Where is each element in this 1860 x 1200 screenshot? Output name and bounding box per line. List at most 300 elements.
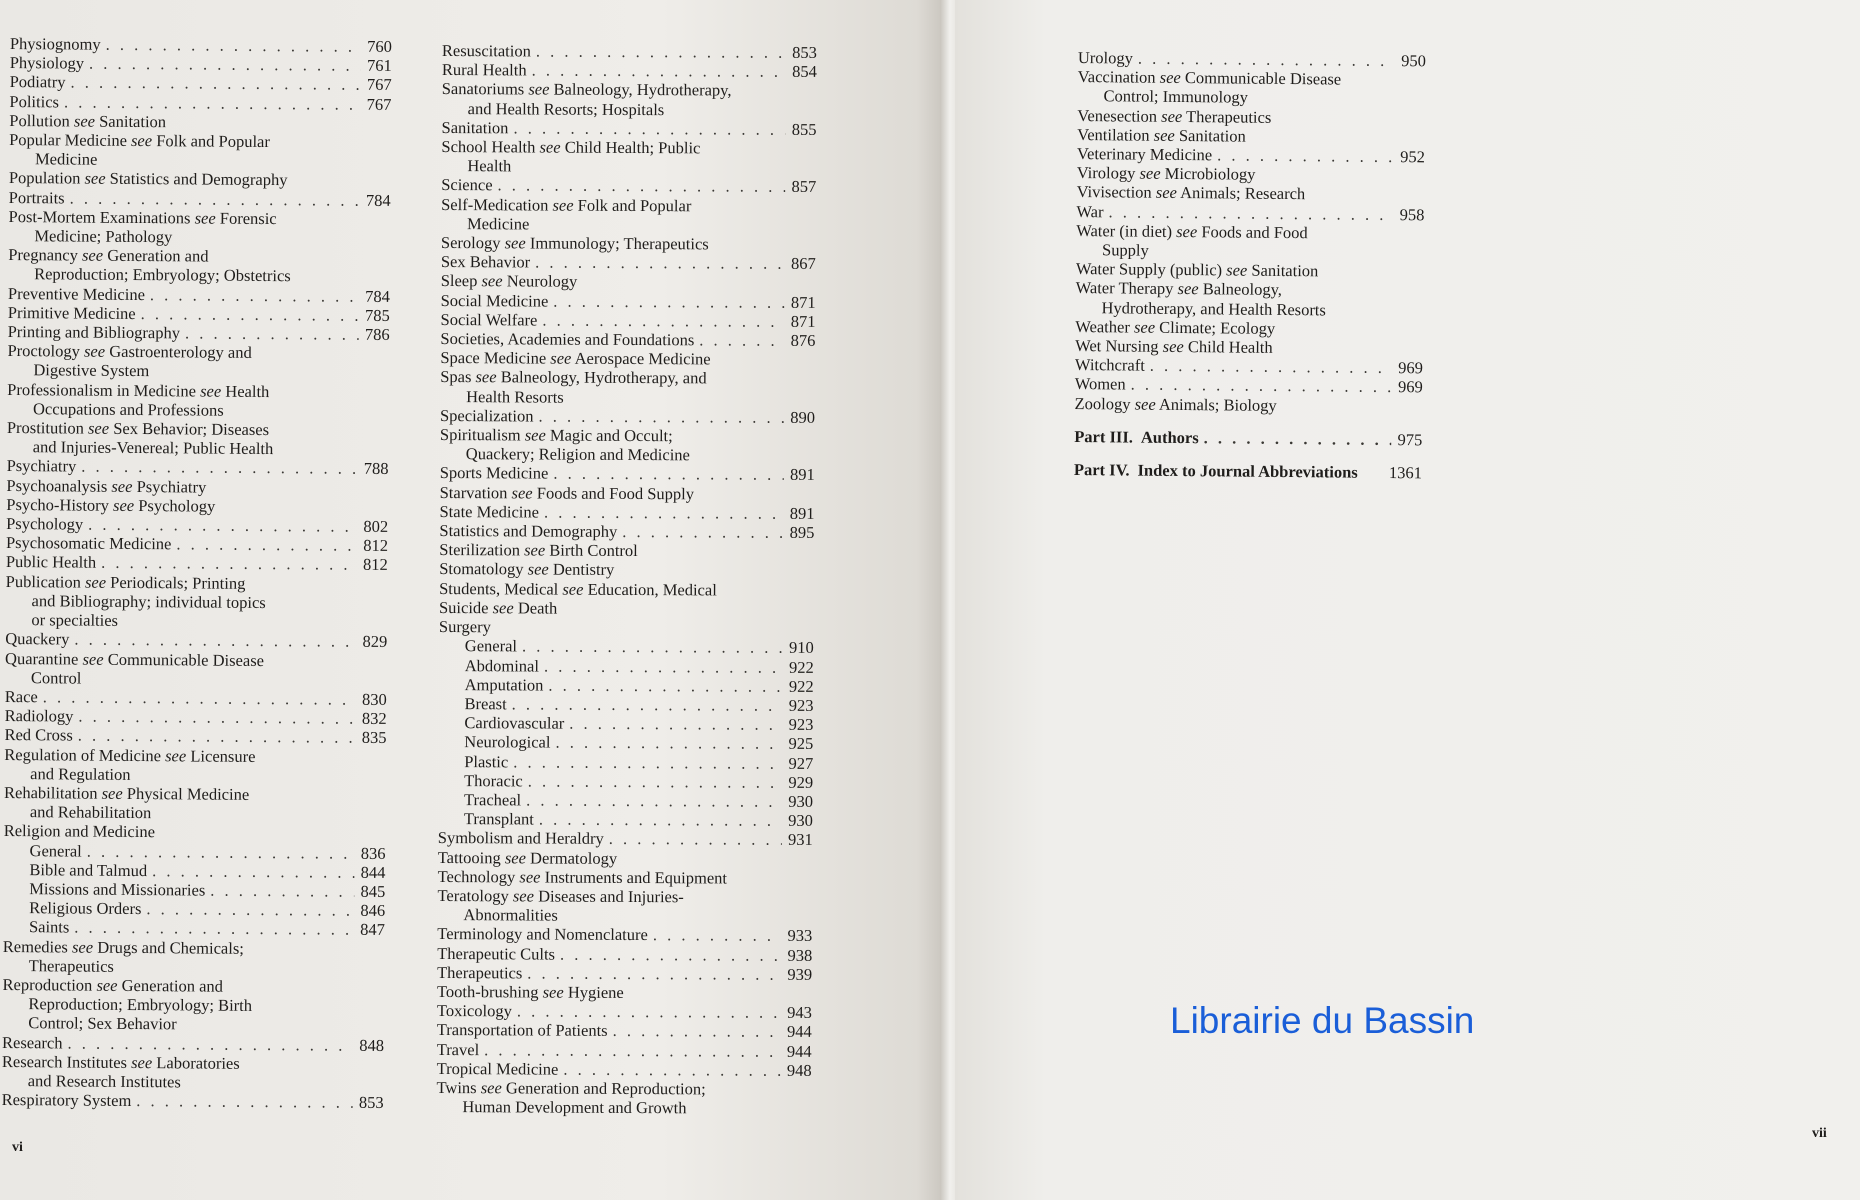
entry-page-number: 786 <box>364 324 390 345</box>
index-subentry <box>439 675 814 696</box>
entry-term: Weather see Climate; Ecology <box>1075 316 1276 338</box>
entry-page-number: 930 <box>788 791 814 811</box>
entry-page-number: 829 <box>362 632 388 652</box>
part-page-number: 975 <box>1397 429 1423 450</box>
entry-term: Physiognomy <box>9 34 101 54</box>
dot-leader <box>484 1040 781 1061</box>
entry-term: Popular Medicine see Folk and Popular <box>9 130 271 152</box>
entry-term: Science <box>441 175 493 195</box>
index-entry <box>439 502 814 523</box>
index-entry <box>439 617 814 638</box>
dot-leader <box>1217 145 1394 166</box>
dot-leader <box>522 637 783 658</box>
entry-term: School Health see Child Health; Public <box>441 137 701 158</box>
dot-leader <box>538 406 784 426</box>
dot-leader <box>555 733 782 753</box>
dot-leader <box>544 656 783 676</box>
entry-page-number: 923 <box>788 714 814 735</box>
dot-leader <box>81 457 358 478</box>
index-entry <box>441 271 816 292</box>
entry-term: Psychosomatic Medicine <box>5 533 172 554</box>
entry-term: Quarantine see Communicable Disease <box>5 648 265 670</box>
index-entry-continuation: Medicine; Pathology <box>34 226 173 247</box>
entry-page-number: 925 <box>788 734 814 754</box>
index-entry <box>9 168 391 190</box>
entry-page-number: 784 <box>365 190 391 210</box>
entry-page-number: 848 <box>359 1035 385 1055</box>
entry-term: War <box>1076 201 1104 221</box>
entry-page-number: 933 <box>787 926 813 946</box>
dot-leader <box>106 35 362 56</box>
entry-term: Psychology <box>6 514 84 534</box>
entry-page-number: 943 <box>787 1002 812 1023</box>
entry-term: Resuscitation <box>441 41 531 61</box>
entry-term: Space Medicine see Aerospace Medicine <box>440 348 711 369</box>
entry-term: Religion and Medicine <box>3 821 156 842</box>
entry-page-number: 950 <box>1401 51 1426 71</box>
index-subentry <box>438 771 813 792</box>
entry-page-number: 952 <box>1400 147 1426 167</box>
dot-leader <box>613 1021 782 1041</box>
entry-term: Vaccination see Communicable Disease <box>1077 67 1342 89</box>
dot-leader <box>136 1091 353 1112</box>
index-entry <box>441 137 816 158</box>
dot-leader <box>528 771 783 792</box>
index-entry <box>441 175 816 196</box>
index-entry <box>437 963 812 984</box>
entry-term: General <box>29 840 82 861</box>
index-column-3 <box>1074 48 1426 483</box>
entry-page-number: 927 <box>788 753 814 773</box>
page-number-right: vii <box>1812 1126 1827 1141</box>
entry-page-number: 890 <box>790 407 816 427</box>
entry-page-number: 910 <box>789 638 814 658</box>
entry-term: Red Cross <box>4 725 73 745</box>
entry-page-number: 944 <box>786 1041 812 1061</box>
index-entry <box>440 463 815 484</box>
index-entry <box>439 598 814 619</box>
entry-term: Wet Nursing see Child Health <box>1075 336 1273 357</box>
entry-term: Sanatoriums see Balneology, Hydrotherapy, <box>441 79 732 100</box>
entry-term: Virology see Microbiology <box>1076 163 1256 184</box>
index-entry <box>439 579 814 600</box>
entry-page-number: 958 <box>1399 204 1425 224</box>
index-entry <box>438 828 813 849</box>
index-entry-continuation: and Health Resorts; Hospitals <box>467 98 665 119</box>
entry-term: Respiratory System <box>1 1090 132 1111</box>
part-title: Index to Journal Abbreviations <box>1137 460 1358 482</box>
entry-term: Transplant <box>463 809 534 829</box>
entry-term: Tooth-brushing see Hygiene <box>436 981 624 1002</box>
entry-term: Social Welfare <box>440 309 538 330</box>
dot-leader <box>563 1059 781 1079</box>
index-entry <box>3 937 385 959</box>
entry-page-number: 948 <box>786 1060 812 1080</box>
dot-leader <box>74 918 354 939</box>
entry-term: Politics <box>9 91 60 111</box>
dot-leader <box>699 330 784 350</box>
dot-leader <box>1150 356 1393 378</box>
entry-term: Sterilization see Birth Control <box>439 540 638 561</box>
index-entry <box>440 483 815 504</box>
index-entry <box>442 79 817 100</box>
entry-term: Saints <box>28 917 70 937</box>
index-entry <box>441 252 816 273</box>
index-entry-continuation: Medicine <box>34 149 98 169</box>
dot-leader <box>87 841 355 862</box>
dot-leader <box>560 944 782 964</box>
dot-leader <box>67 1033 353 1054</box>
dot-leader <box>517 1002 781 1023</box>
index-entry <box>441 233 816 254</box>
index-column-3-entries <box>1074 48 1425 416</box>
index-subentry <box>438 790 813 811</box>
index-entry-continuation: Control <box>30 667 82 688</box>
dot-leader <box>88 515 357 536</box>
index-entry <box>440 367 815 388</box>
entry-page-number: 969 <box>1397 377 1423 397</box>
entry-term: Psychiatry <box>6 456 77 477</box>
entry-term: Ventilation see Sanitation <box>1077 124 1246 146</box>
entry-page-number: 836 <box>360 843 386 863</box>
index-entry <box>440 348 815 369</box>
entry-page-number: 930 <box>788 810 813 831</box>
dot-leader <box>553 464 784 484</box>
entry-term: Psychoanalysis see Psychiatry <box>6 475 207 497</box>
dot-leader <box>70 73 360 94</box>
entry-page-number: 785 <box>364 305 390 325</box>
index-entry <box>441 118 816 139</box>
entry-term: Abdominal <box>464 655 540 676</box>
index-subentry <box>438 713 813 734</box>
entry-term: Tattooing see Dermatology <box>437 847 618 868</box>
dot-leader <box>150 285 359 306</box>
index-entry-continuation: Control; Sex Behavior <box>28 1013 177 1034</box>
index-entry-continuation: and Rehabilitation <box>29 802 152 823</box>
entry-term: Publication see Periodicals; Printing <box>5 571 246 593</box>
entry-page-number: 939 <box>787 964 813 984</box>
entry-page-number: 835 <box>361 728 387 748</box>
entry-page-number: 767 <box>366 75 392 95</box>
entry-page-number: 845 <box>360 881 386 901</box>
entry-term: Specialization <box>439 405 534 426</box>
index-entry-continuation: and Regulation <box>30 763 131 784</box>
index-entry <box>10 53 392 75</box>
entry-term: Veterinary Medicine <box>1076 144 1213 165</box>
entry-term: Zoology see Animals; Biology <box>1074 393 1277 415</box>
entry-term: Rehabilitation see Physical Medicine <box>3 782 250 804</box>
index-entry <box>438 867 813 888</box>
entry-term: Research Institutes see Laboratories <box>1 1051 240 1073</box>
entry-term: Water Therapy see Balneology, <box>1075 278 1283 300</box>
entry-page-number: 855 <box>791 119 817 139</box>
entry-page-number: 871 <box>790 292 816 312</box>
index-entry <box>440 329 815 350</box>
entry-term: Sex Behavior <box>440 252 531 272</box>
index-entry <box>436 1078 811 1099</box>
entry-page-number: 922 <box>788 657 814 677</box>
entry-page-number: 867 <box>791 254 816 274</box>
entry-page-number: 853 <box>358 1092 384 1113</box>
parts-list <box>1074 427 1422 483</box>
index-entry-continuation: and Research Institutes <box>27 1071 181 1092</box>
dot-leader <box>553 291 785 311</box>
dot-leader <box>535 253 785 274</box>
entry-term: Witchcraft <box>1074 355 1145 375</box>
entry-term: Vivisection see Animals; Research <box>1076 182 1306 204</box>
entry-term: Thoracic <box>464 770 523 791</box>
part-entry <box>1074 427 1422 450</box>
entry-page-number: 922 <box>788 676 814 696</box>
index-entry-continuation: Reproduction; Embryology; Obstetrics <box>34 264 291 286</box>
entry-term: Neurological <box>464 732 551 752</box>
entry-page-number: 847 <box>360 920 386 940</box>
dot-leader <box>544 502 784 522</box>
entry-term: Stomatology see Dentistry <box>439 559 615 580</box>
dot-leader <box>536 41 786 62</box>
entry-page-number: 891 <box>789 503 815 523</box>
entry-page-number: 931 <box>788 830 813 850</box>
entry-page-number: 891 <box>789 465 815 485</box>
dot-leader <box>146 899 354 920</box>
part-label: Part IV. <box>1073 460 1130 480</box>
index-column-2 <box>436 41 817 1118</box>
entry-term: Self-Medication see Folk and Popular <box>441 194 692 215</box>
entry-page-number: 895 <box>789 522 815 543</box>
index-entry-continuation: Health <box>467 156 512 176</box>
index-entry <box>4 744 386 766</box>
entry-term: Preventive Medicine <box>7 283 146 304</box>
entry-term: Podiatry <box>9 72 66 92</box>
index-entry-continuation: Quackery; Religion and Medicine <box>465 444 690 465</box>
entry-term: Psycho-History see Psychology <box>6 494 216 516</box>
entry-page-number: 844 <box>360 862 386 882</box>
index-entry-continuation: and Bibliography; individual topics <box>31 591 266 612</box>
index-entry-continuation: Control; Immunology <box>1103 86 1248 108</box>
entry-term: Therapeutic Cults <box>437 943 556 964</box>
entry-page-number: 854 <box>792 62 817 82</box>
entry-term: Starvation see Foods and Food Supply <box>439 482 695 503</box>
entry-page-number: 944 <box>787 1022 812 1042</box>
index-entry <box>440 406 815 427</box>
entry-term: Race <box>4 686 38 707</box>
part-page-number: 1361 <box>1388 463 1423 483</box>
dot-leader <box>498 176 786 197</box>
entry-term: Breast <box>464 694 507 714</box>
entry-term: Spiritualism see Magic and Occult; <box>439 425 673 446</box>
entry-term: Primitive Medicine <box>7 302 136 323</box>
index-subentry <box>438 809 813 830</box>
entry-term: Sports Medicine <box>439 463 549 484</box>
dot-leader <box>513 752 782 773</box>
entry-term: Water Supply (public) see Sanitation <box>1075 259 1319 281</box>
index-entry-continuation: Occupations and Professions <box>32 399 224 420</box>
entry-page-number: 832 <box>361 708 387 729</box>
entry-term: Amputation <box>464 674 544 695</box>
entry-term: Religious Orders <box>29 898 142 919</box>
entry-term: Printing and Bibliography <box>7 322 181 343</box>
entry-term: Societies, Academies and Foundations <box>440 329 695 350</box>
dot-leader <box>539 810 782 830</box>
index-entry <box>440 310 815 331</box>
entry-term: Public Health <box>5 552 97 573</box>
dot-leader <box>101 553 357 574</box>
entry-term: Travel <box>436 1039 480 1059</box>
dot-leader <box>609 829 782 849</box>
dot-leader <box>152 861 355 882</box>
entry-page-number: 853 <box>792 42 817 62</box>
entry-term: Sanitation <box>441 117 509 138</box>
index-entry <box>437 982 812 1003</box>
entry-term: Therapeutics <box>437 962 523 983</box>
entry-term: Toxicology <box>436 1001 512 1021</box>
entry-term: Serology see Immunology; Therapeutics <box>440 233 709 254</box>
entry-page-number: 812 <box>363 555 388 575</box>
entry-page-number: 876 <box>790 330 816 351</box>
entry-term: Proctology see Gastroenterology and <box>7 341 252 363</box>
part-label: Part III. <box>1074 426 1134 447</box>
dot-leader <box>526 790 782 811</box>
dot-leader <box>78 726 356 747</box>
page-number-left: vi <box>12 1140 23 1155</box>
index-subentry <box>438 732 813 753</box>
dot-leader <box>210 881 354 901</box>
entry-term: Professionalism in Medicine see Health <box>7 379 270 401</box>
index-entry <box>1074 394 1422 417</box>
dot-leader <box>70 188 360 209</box>
dot-leader <box>653 925 782 945</box>
index-entry <box>437 886 812 907</box>
index-entry <box>437 924 812 945</box>
entry-term: Research <box>2 1032 63 1053</box>
entry-term: Twins see Generation and Reproduction; <box>436 1077 706 1099</box>
dot-leader <box>569 714 782 734</box>
entry-term: Cardiovascular <box>464 713 565 733</box>
entry-term: Technology see Instruments and Equipment <box>437 866 728 888</box>
dot-leader <box>532 61 787 82</box>
entry-term: Suicide see Death <box>438 597 558 618</box>
entry-term: Pregnancy see Generation and <box>8 245 209 266</box>
dot-leader <box>176 535 357 556</box>
index-subentry <box>439 655 814 676</box>
dot-leader <box>548 675 783 695</box>
index-entry-continuation: Therapeutics <box>28 955 114 976</box>
entry-term: Surgery <box>438 617 491 637</box>
index-entry <box>437 1001 812 1022</box>
entry-term: Urology <box>1077 48 1133 68</box>
index-entry-continuation: and Injuries-Venereal; Public Health <box>32 437 274 459</box>
entry-page-number: 788 <box>363 459 389 479</box>
entry-term: Water (in diet) see Foods and Food <box>1076 220 1308 243</box>
index-entry-continuation: Reproduction; Embryology; Birth <box>28 994 253 1016</box>
entry-term: Bible and Talmud <box>29 859 148 880</box>
index-entry <box>1075 355 1423 378</box>
entry-term: Sleep see Neurology <box>440 271 578 292</box>
index-entry-continuation: Supply <box>1101 240 1149 260</box>
entry-page-number: 830 <box>361 689 387 709</box>
dot-leader <box>43 687 356 709</box>
dot-leader <box>89 54 361 75</box>
dot-leader <box>542 310 784 330</box>
entry-term: Transportation of Patients <box>436 1020 608 1041</box>
entry-page-number: 802 <box>363 516 389 537</box>
entry-page-number: 969 <box>1398 358 1424 378</box>
index-entry-continuation: Hydrotherapy, and Health Resorts <box>1101 297 1326 320</box>
entry-term: Regulation of Medicine see Licensure <box>4 744 256 766</box>
index-entry <box>439 521 814 542</box>
index-entry-continuation: Digestive System <box>33 360 150 381</box>
dot-leader <box>64 92 361 114</box>
watermark-text: Librairie du Bassin <box>1170 1000 1475 1041</box>
index-entry <box>438 848 813 869</box>
entry-term: Portraits <box>8 187 65 208</box>
index-entry <box>440 425 815 446</box>
dot-leader <box>185 323 359 344</box>
entry-page-number: 871 <box>790 311 816 331</box>
entry-term: Population see Statistics and Demography <box>8 168 288 190</box>
dot-leader <box>74 630 356 651</box>
entry-term: Tropical Medicine <box>436 1058 559 1079</box>
entry-term: Reproduction see Generation and <box>2 974 224 996</box>
index-entry-continuation: Medicine <box>466 213 530 234</box>
index-entry-continuation: or specialties <box>31 610 119 630</box>
part-entry <box>1074 460 1422 483</box>
entry-term: Physiology <box>9 53 85 73</box>
entry-page-number: 812 <box>363 536 389 556</box>
entry-term: Rural Health <box>441 60 527 80</box>
index-entry-continuation: Health Resorts <box>466 386 564 407</box>
entry-page-number: 938 <box>787 945 813 965</box>
index-entry <box>5 648 387 670</box>
entry-page-number: 784 <box>365 286 391 306</box>
index-entry <box>442 60 817 81</box>
index-entry <box>439 540 814 561</box>
entry-page-number: 760 <box>367 36 392 56</box>
dot-leader <box>622 522 784 542</box>
index-subentry <box>439 636 814 657</box>
entry-page-number: 846 <box>360 900 386 921</box>
index-entry <box>437 1040 812 1061</box>
entry-term: Plastic <box>464 751 509 771</box>
index-entry <box>441 291 816 312</box>
entry-page-number: 857 <box>791 177 817 197</box>
entry-term: Students, Medical see Education, Medical <box>439 578 717 600</box>
index-subentry <box>438 752 813 773</box>
entry-term: Tracheal <box>463 790 522 810</box>
dot-leader <box>1138 49 1395 71</box>
entry-term: Remedies see Drugs and Chemicals; <box>2 936 244 958</box>
dot-leader <box>512 694 783 715</box>
entry-term: Venesection see Therapeutics <box>1077 105 1272 127</box>
entry-term: Radiology <box>4 706 74 726</box>
entry-term: Statistics and Demography <box>439 521 618 542</box>
dot-leader <box>1204 428 1392 449</box>
index-column-1 <box>2 34 392 1112</box>
index-entry <box>442 41 817 62</box>
part-title: Authors <box>1140 427 1199 448</box>
dot-leader <box>527 963 781 984</box>
index-entry <box>437 944 812 965</box>
entry-term: Post-Mortem Examinations see Forensic <box>8 206 277 228</box>
entry-term: Terminology and Nomenclature <box>437 924 648 945</box>
entry-term: General <box>464 636 518 656</box>
dot-leader <box>78 707 356 728</box>
index-entry <box>439 559 814 580</box>
dot-leader <box>513 118 785 139</box>
index-entry <box>437 1020 812 1041</box>
index-entry <box>441 195 816 216</box>
entry-term: Quackery <box>5 629 70 649</box>
